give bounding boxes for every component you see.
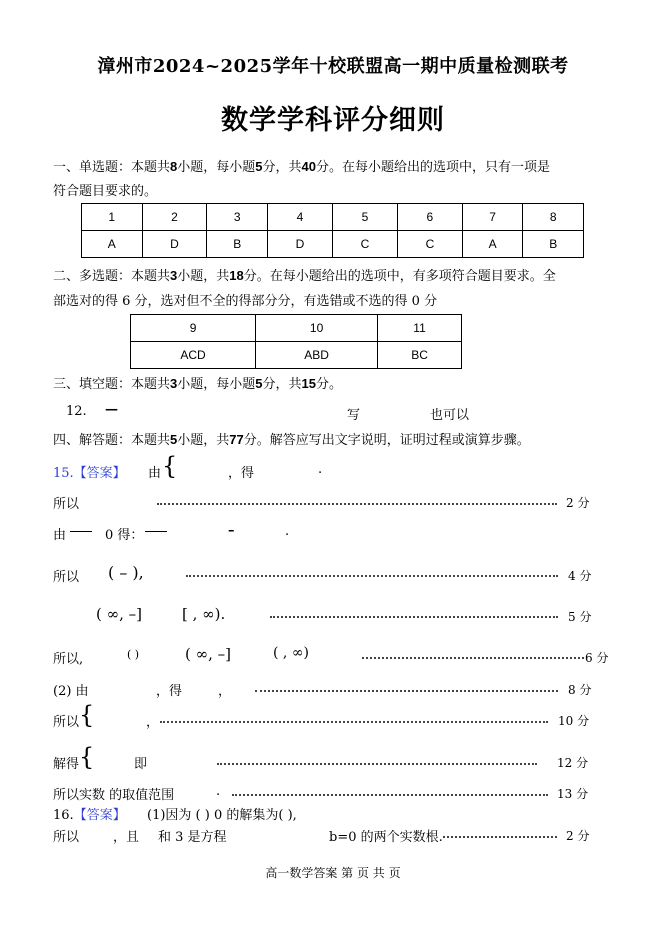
leader-dots — [217, 763, 537, 765]
section2-intro: 二、多选题：本题共3小题，共18分。在每小题给出的选项中，有多项符合题目要求。全 — [53, 268, 556, 284]
table-row — [82, 204, 584, 231]
answer-cell: C — [397, 231, 462, 258]
q15-line7-comma: ， — [218, 684, 232, 699]
q15-line10-end: . — [216, 784, 221, 799]
table-row — [82, 231, 584, 258]
fraction-bar — [70, 531, 92, 532]
multiple-choice-answer-table — [130, 314, 462, 369]
score-label: 12 分 — [557, 756, 589, 770]
q15-line3-end: . — [285, 524, 290, 539]
brace-symbol: { — [79, 743, 95, 771]
answer-cell: B — [207, 231, 268, 258]
score-label: 4 分 — [568, 569, 592, 583]
leader-dots — [270, 616, 558, 618]
q15-line6-so: 所以, — [53, 652, 84, 667]
question-number: 2 — [142, 204, 207, 231]
page-footer: 高一数学答案 第 页 共 页 — [265, 866, 401, 880]
score-label: 13 分 — [557, 787, 589, 801]
q15-answer-label: 15.【答案】 — [53, 466, 126, 481]
q15-line3-by: 由 — [53, 528, 67, 543]
q15-line5-interval-b: [ , ∞). — [182, 605, 226, 623]
leader-dots — [232, 794, 548, 796]
q15-line1-get: ，得 — [228, 466, 255, 481]
q16-line2-equation: b=0 的两个实数根. — [329, 830, 443, 845]
q15-line9-ie: 即 — [134, 757, 148, 772]
q16-line2-roots: 和 3 是方程 — [158, 830, 227, 845]
document-subtitle: 数学学科评分细则 — [221, 105, 445, 136]
q15-line10-range: 所以实数 的取值范围 — [53, 788, 175, 803]
q15-line3-minus: – — [228, 523, 235, 538]
single-choice-answer-table — [81, 203, 584, 258]
answer-cell: A — [82, 231, 143, 258]
section4-intro: 四、解答题：本题共5小题，共77分。解答应写出文字说明，证明过程或演算步骤。 — [53, 432, 530, 448]
leader-dots — [362, 657, 584, 659]
answer-cell: ACD — [131, 342, 256, 369]
question-number: 4 — [268, 204, 333, 231]
brace-symbol: { — [162, 452, 178, 480]
q16-answer-label: 16.【答案】 — [53, 808, 126, 823]
answer-cell: ABD — [256, 342, 378, 369]
q15-line6-interval-a: ( ∞, –] — [185, 645, 232, 663]
score-label: 2 分 — [566, 829, 590, 843]
answer-cell: D — [142, 231, 207, 258]
q15-line6-set: ( ) — [127, 648, 140, 661]
q15-line4-interval: ( – ), — [108, 563, 144, 582]
score-label: 2 分 — [566, 496, 590, 510]
answer-cell: B — [523, 231, 584, 258]
question-number: 11 — [378, 315, 462, 342]
leader-dots — [157, 503, 557, 505]
q12-write-note: 写 — [347, 408, 361, 423]
q12-number: 12. — [66, 404, 87, 419]
q15-line1-end: . — [318, 462, 323, 477]
q15-line5-interval-a: ( ∞, –] — [96, 605, 143, 623]
leader-dots — [186, 575, 558, 577]
section1-intro-line2: 符合题目要求的。 — [53, 184, 158, 199]
q15-line3-zero: 0 得： — [105, 528, 144, 543]
question-number: 10 — [256, 315, 378, 342]
question-number: 1 — [82, 204, 143, 231]
leader-dots — [443, 836, 557, 838]
answer-cell: A — [462, 231, 523, 258]
score-label: 5 分 — [568, 610, 592, 624]
q15-line9-solve: 解得 — [53, 757, 80, 772]
fraction-bar — [145, 531, 167, 532]
score-label: 8 分 — [568, 683, 592, 697]
question-number: 3 — [207, 204, 268, 231]
answer-cell: D — [268, 231, 333, 258]
section1-intro: 一、单选题：本题共8小题，每小题5分，共40分。在每小题给出的选项中，只有一项是 — [53, 159, 550, 175]
question-number: 7 — [462, 204, 523, 231]
q12-also-note: 也可以 — [430, 408, 470, 423]
leader-dots — [160, 721, 548, 723]
table-row — [131, 315, 462, 342]
section2-intro-line2: 部选对的得 6 分，选对但不全的得部分分，有选错或不选的得 0 分 — [53, 294, 438, 309]
q15-line8-so: 所以 — [53, 715, 80, 730]
q15-line7-get: ，得 — [156, 684, 183, 699]
q12-dash: — — [105, 402, 118, 417]
question-number: 8 — [523, 204, 584, 231]
q15-line6-interval-b: ( , ∞) — [273, 645, 309, 661]
table-row — [131, 342, 462, 369]
q16-line2-so: 所以 — [53, 830, 80, 845]
score-label: 10 分 — [558, 714, 590, 728]
q15-line7-part2: (2) 由 — [53, 684, 89, 699]
section3-intro: 三、填空题：本题共3小题，每小题5分，共15分。 — [53, 376, 342, 392]
q15-line2-so: 所以 — [53, 497, 80, 512]
answer-cell: BC — [378, 342, 462, 369]
score-label: 6 分 — [585, 651, 609, 665]
document-title: 漳州市2024~2025学年十校联盟高一期中质量检测联考 — [97, 56, 569, 77]
q15-line8-comma: ， — [146, 715, 160, 730]
leader-dots — [255, 690, 558, 692]
question-number: 9 — [131, 315, 256, 342]
q16-line1: (1)因为 ( ) 0 的解集为( ), — [147, 808, 297, 823]
answer-cell: C — [332, 231, 397, 258]
q16-line2-and: ，且 — [113, 830, 140, 845]
q15-line1-by: 由 — [148, 466, 162, 481]
question-number: 6 — [397, 204, 462, 231]
q15-line4-so: 所以 — [53, 570, 80, 585]
brace-symbol: { — [79, 701, 95, 729]
question-number: 5 — [332, 204, 397, 231]
